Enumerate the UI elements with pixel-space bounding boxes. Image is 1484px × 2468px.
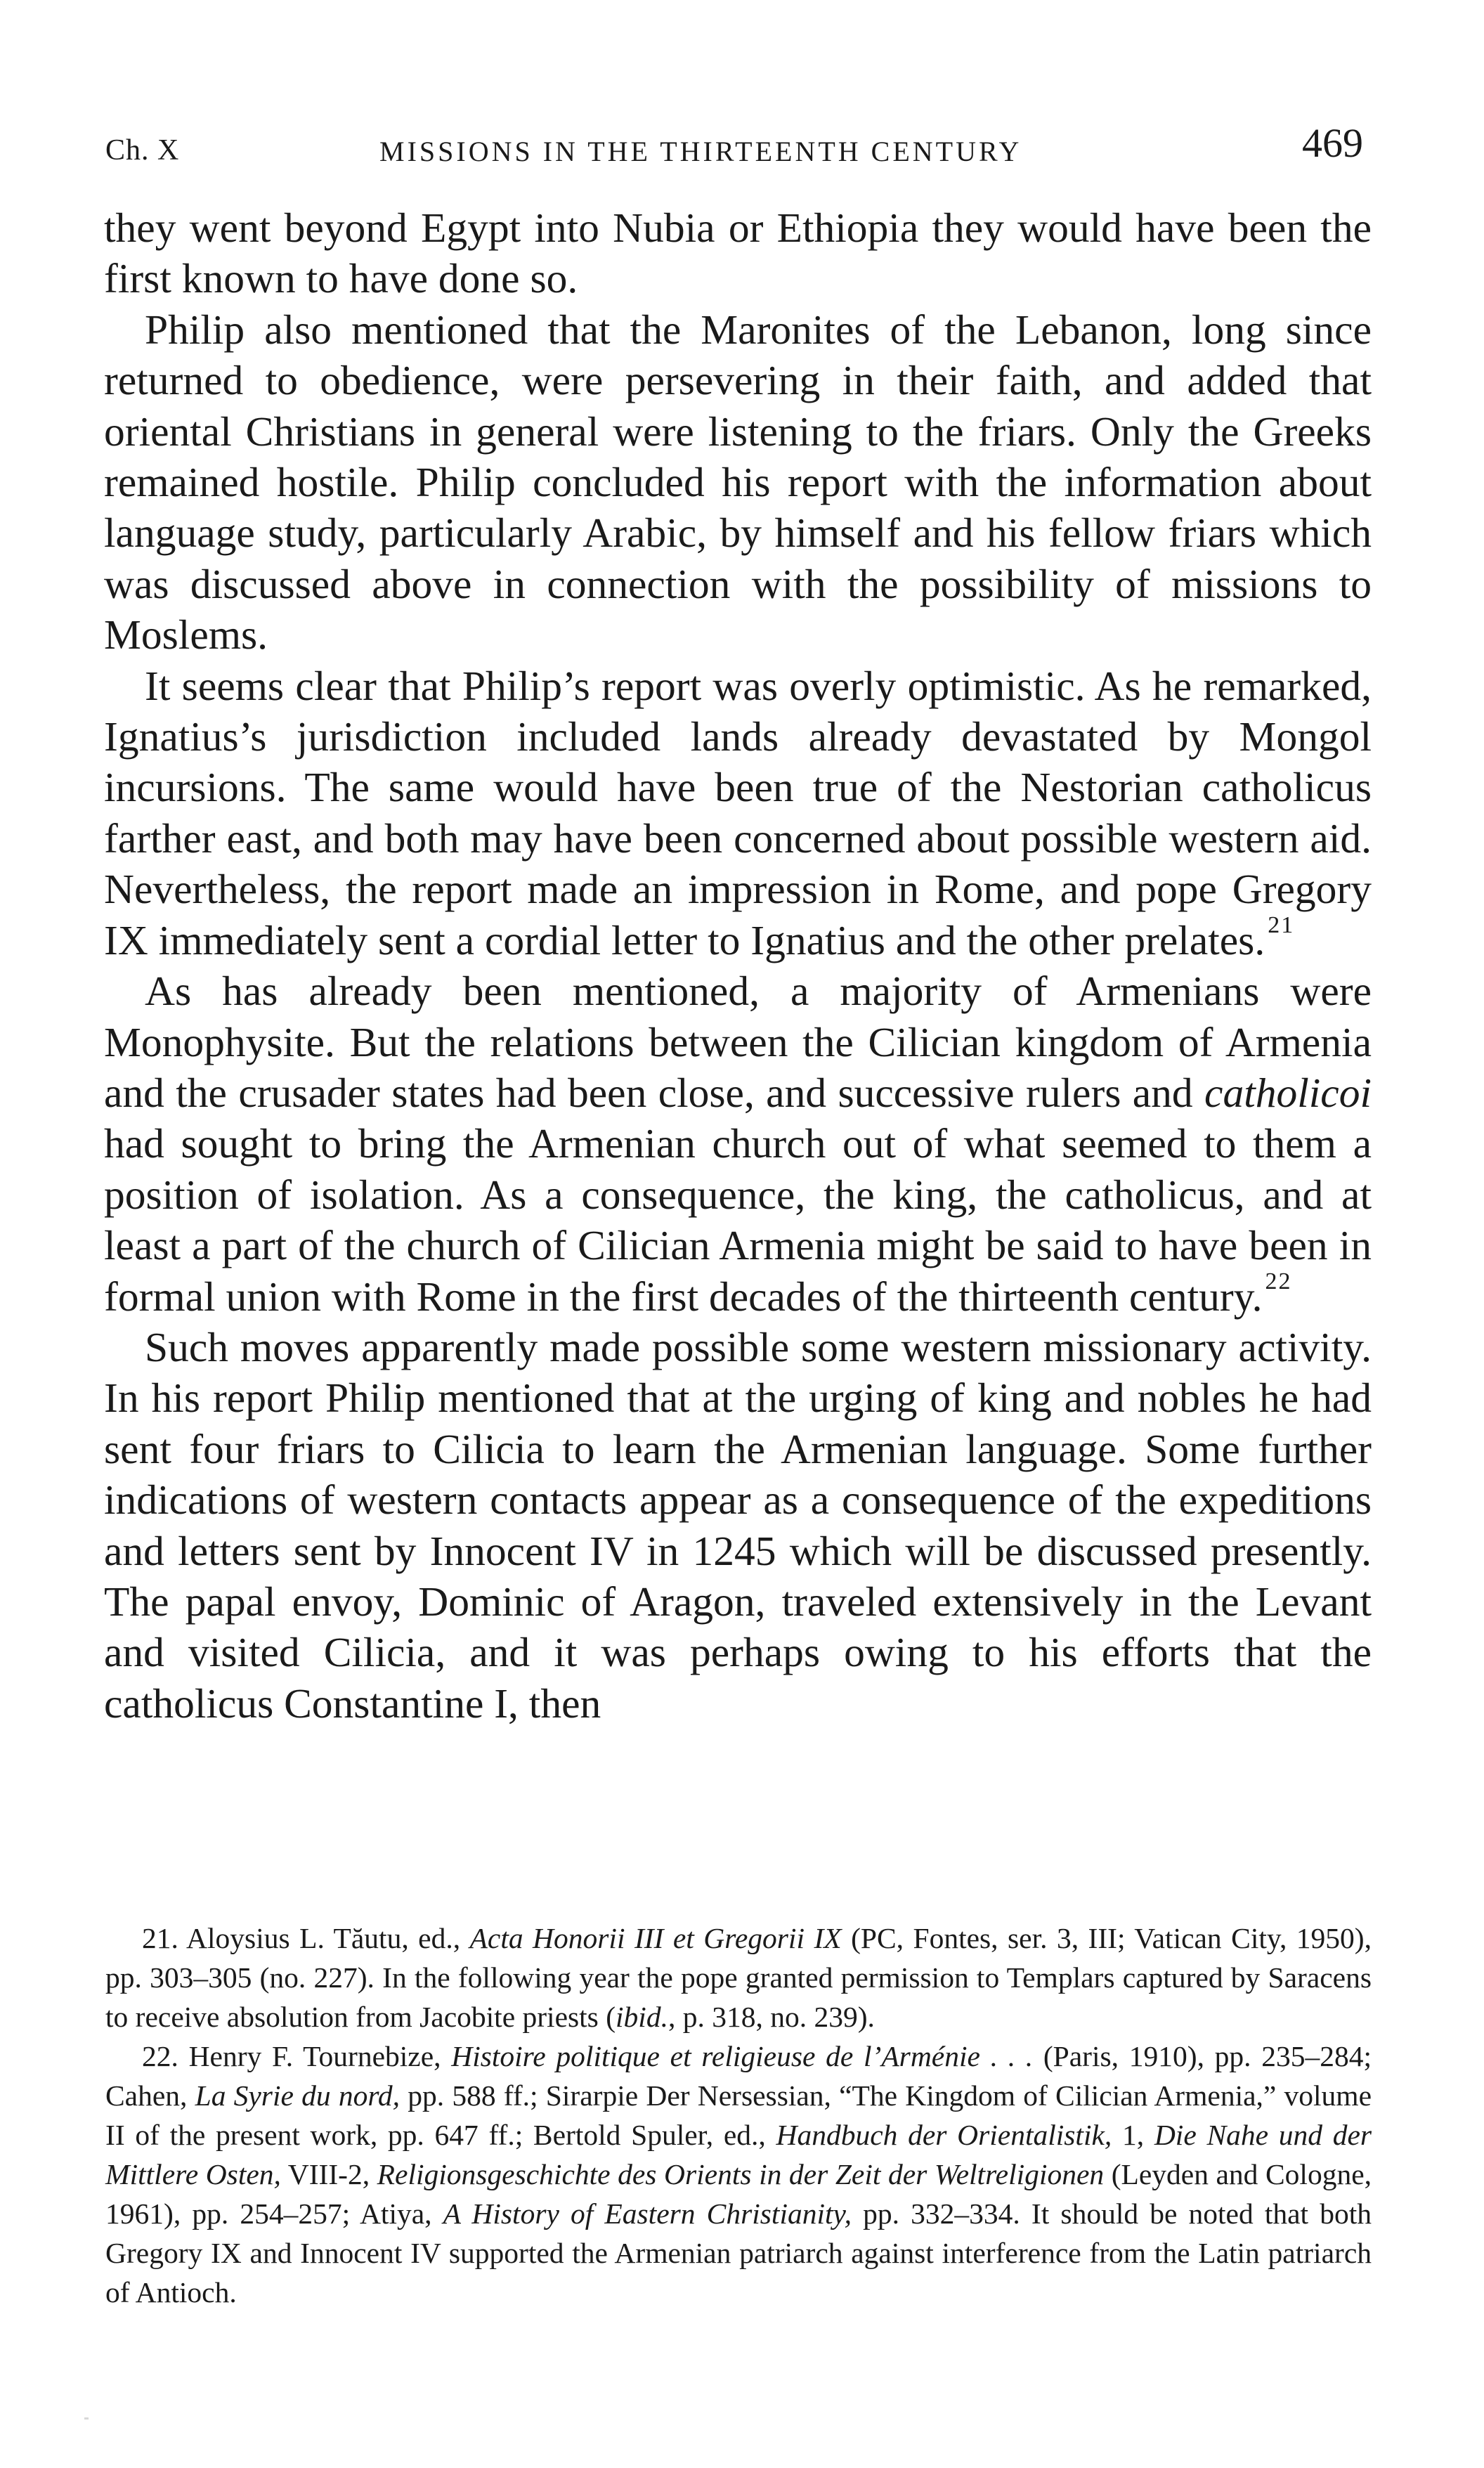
footnotes <box>105 1918 1372 2312</box>
page-number: 469 <box>1302 120 1363 166</box>
footnote-22 <box>105 2037 1372 2312</box>
chapter-label: Ch. X <box>105 134 180 167</box>
footnote-21 <box>105 1918 1372 2037</box>
paragraph-4-italic-term: catholicoi <box>1204 1069 1372 1116</box>
fn22-text-f: (Leyden and Cologne, 1961), pp. 254–257; Atiya, <box>105 2158 1372 2230</box>
running-title: MISSIONS IN THE THIRTEENTH CENTURY <box>379 136 1022 167</box>
paragraph-2: Philip also mentioned that the Maronites of the Lebanon, long since returned to obedience, were persevering in their faith, and added that oriental Christians in general were listening to the friars. Only the Greeks remained hostile. Philip concluded his report with the information about language study, particularly Arabic, by himself and his fellow friars which was discussed above in connection with the possibility of missions to Moslems. <box>104 306 1372 658</box>
fn22-title-3: Handbuch der Orientalistik, <box>776 2119 1112 2151</box>
fn22-text-c: pp. 588 ff.; Sirarpie Der Nersessian, “The Kingdom of Cilician Armenia,” volume II of the present work, pp. 647 ff.; Bertold Spuler, ed., <box>105 2079 1372 2151</box>
fn22-title-1: Histoire politique et religieuse de l’Arménie . . . <box>451 2040 1034 2072</box>
fn21-text-a: 21. Aloysius L. Tăutu, ed., <box>142 1922 470 1954</box>
fn22-title-5: Religionsgeschichte des Orients in der Zeit der Weltreligionen <box>377 2158 1105 2190</box>
footnote-ref-21: 21 <box>1268 912 1295 939</box>
fn22-text-b: (Paris, 1910), pp. 235–284; Cahen, <box>105 2040 1372 2112</box>
paragraph-4 <box>104 966 1372 1322</box>
running-head <box>98 119 1363 176</box>
fn21-text-c: , p. 318, no. 239). <box>668 2001 875 2033</box>
fn21-text-b: (PC, Fontes, ser. 3, III; Vatican City, 1950), pp. 303–305 (no. 227). In the following year the pope granted permission to Templars captured by Saracens to receive absolution from Jacobite priests ( <box>105 1922 1372 2033</box>
fn22-text-e: VIII-2, <box>280 2158 377 2190</box>
paragraph-1: they went beyond Egypt into Nubia or Ethiopia they would have been the first known to have done so. <box>104 204 1372 302</box>
fn22-text-a: 22. Henry F. Tournebize, <box>142 2040 452 2072</box>
paragraph-4-text-a: As has already been mentioned, a majority of Armenians were Monophysite. But the relations between the Cilician kingdom of Armenia and the crusader states had been close, and successive rulers and <box>104 968 1372 1116</box>
paragraph-3 <box>104 661 1372 966</box>
paragraph-5: Such moves apparently made possible some western missionary activity. In his report Philip mentioned that at the urging of king and nobles he had sent four friars to Cilicia to learn the Armenian language. Some further indications of western contacts appear as a consequence of the expeditions and letters sent by Innocent IV in 1245 which will be discussed presently. The papal envoy, Dominic of Aragon, traveled extensively in the Levant and visited Cilicia, and it was perhaps owing to his efforts that the catholicus Constantine I, then <box>104 1323 1372 1727</box>
fn21-ibid: ibid. <box>616 2001 668 2033</box>
paragraph-3-text: It seems clear that Philip’s report was overly optimistic. As he remarked, Ignatius’s jurisdiction included lands already devastated by Mongol incursions. The same would have been true of the Nestorian catholicus farther east, and both may have been concerned about possible western aid. Nevertheless, the report made an impression in Rome, and pope Gregory IX immediately sent a cordial letter to Ignatius and the other prelates. <box>104 662 1372 963</box>
paragraph-4-text-b: had sought to bring the Armenian church out of what seemed to them a position of isolation. As a consequence, the king, the catholicus, and at least a part of the church of Cilician Armenia might be said to have been in formal union with Rome in the first decades of the thirteenth century. <box>104 1120 1372 1320</box>
fn22-title-4: Die Nahe und der Mittlere Osten, <box>105 2119 1372 2190</box>
scan-speck <box>84 2417 89 2420</box>
body-text <box>104 202 1372 1729</box>
fn21-title: Acta Honorii III et Gregorii IX <box>469 1922 842 1954</box>
fn22-text-d: 1, <box>1112 2119 1154 2151</box>
fn22-text-g: pp. 332–334. It should be noted that both Gregory IX and Innocent IV supported the Armenian patriarch against interference from the Latin patriarch of Antioch. <box>105 2197 1372 2308</box>
fn22-title-6: A History of Eastern Christianity, <box>443 2197 852 2230</box>
footnote-ref-22: 22 <box>1265 1268 1292 1294</box>
fn22-title-2: La Syrie du nord, <box>195 2079 401 2112</box>
